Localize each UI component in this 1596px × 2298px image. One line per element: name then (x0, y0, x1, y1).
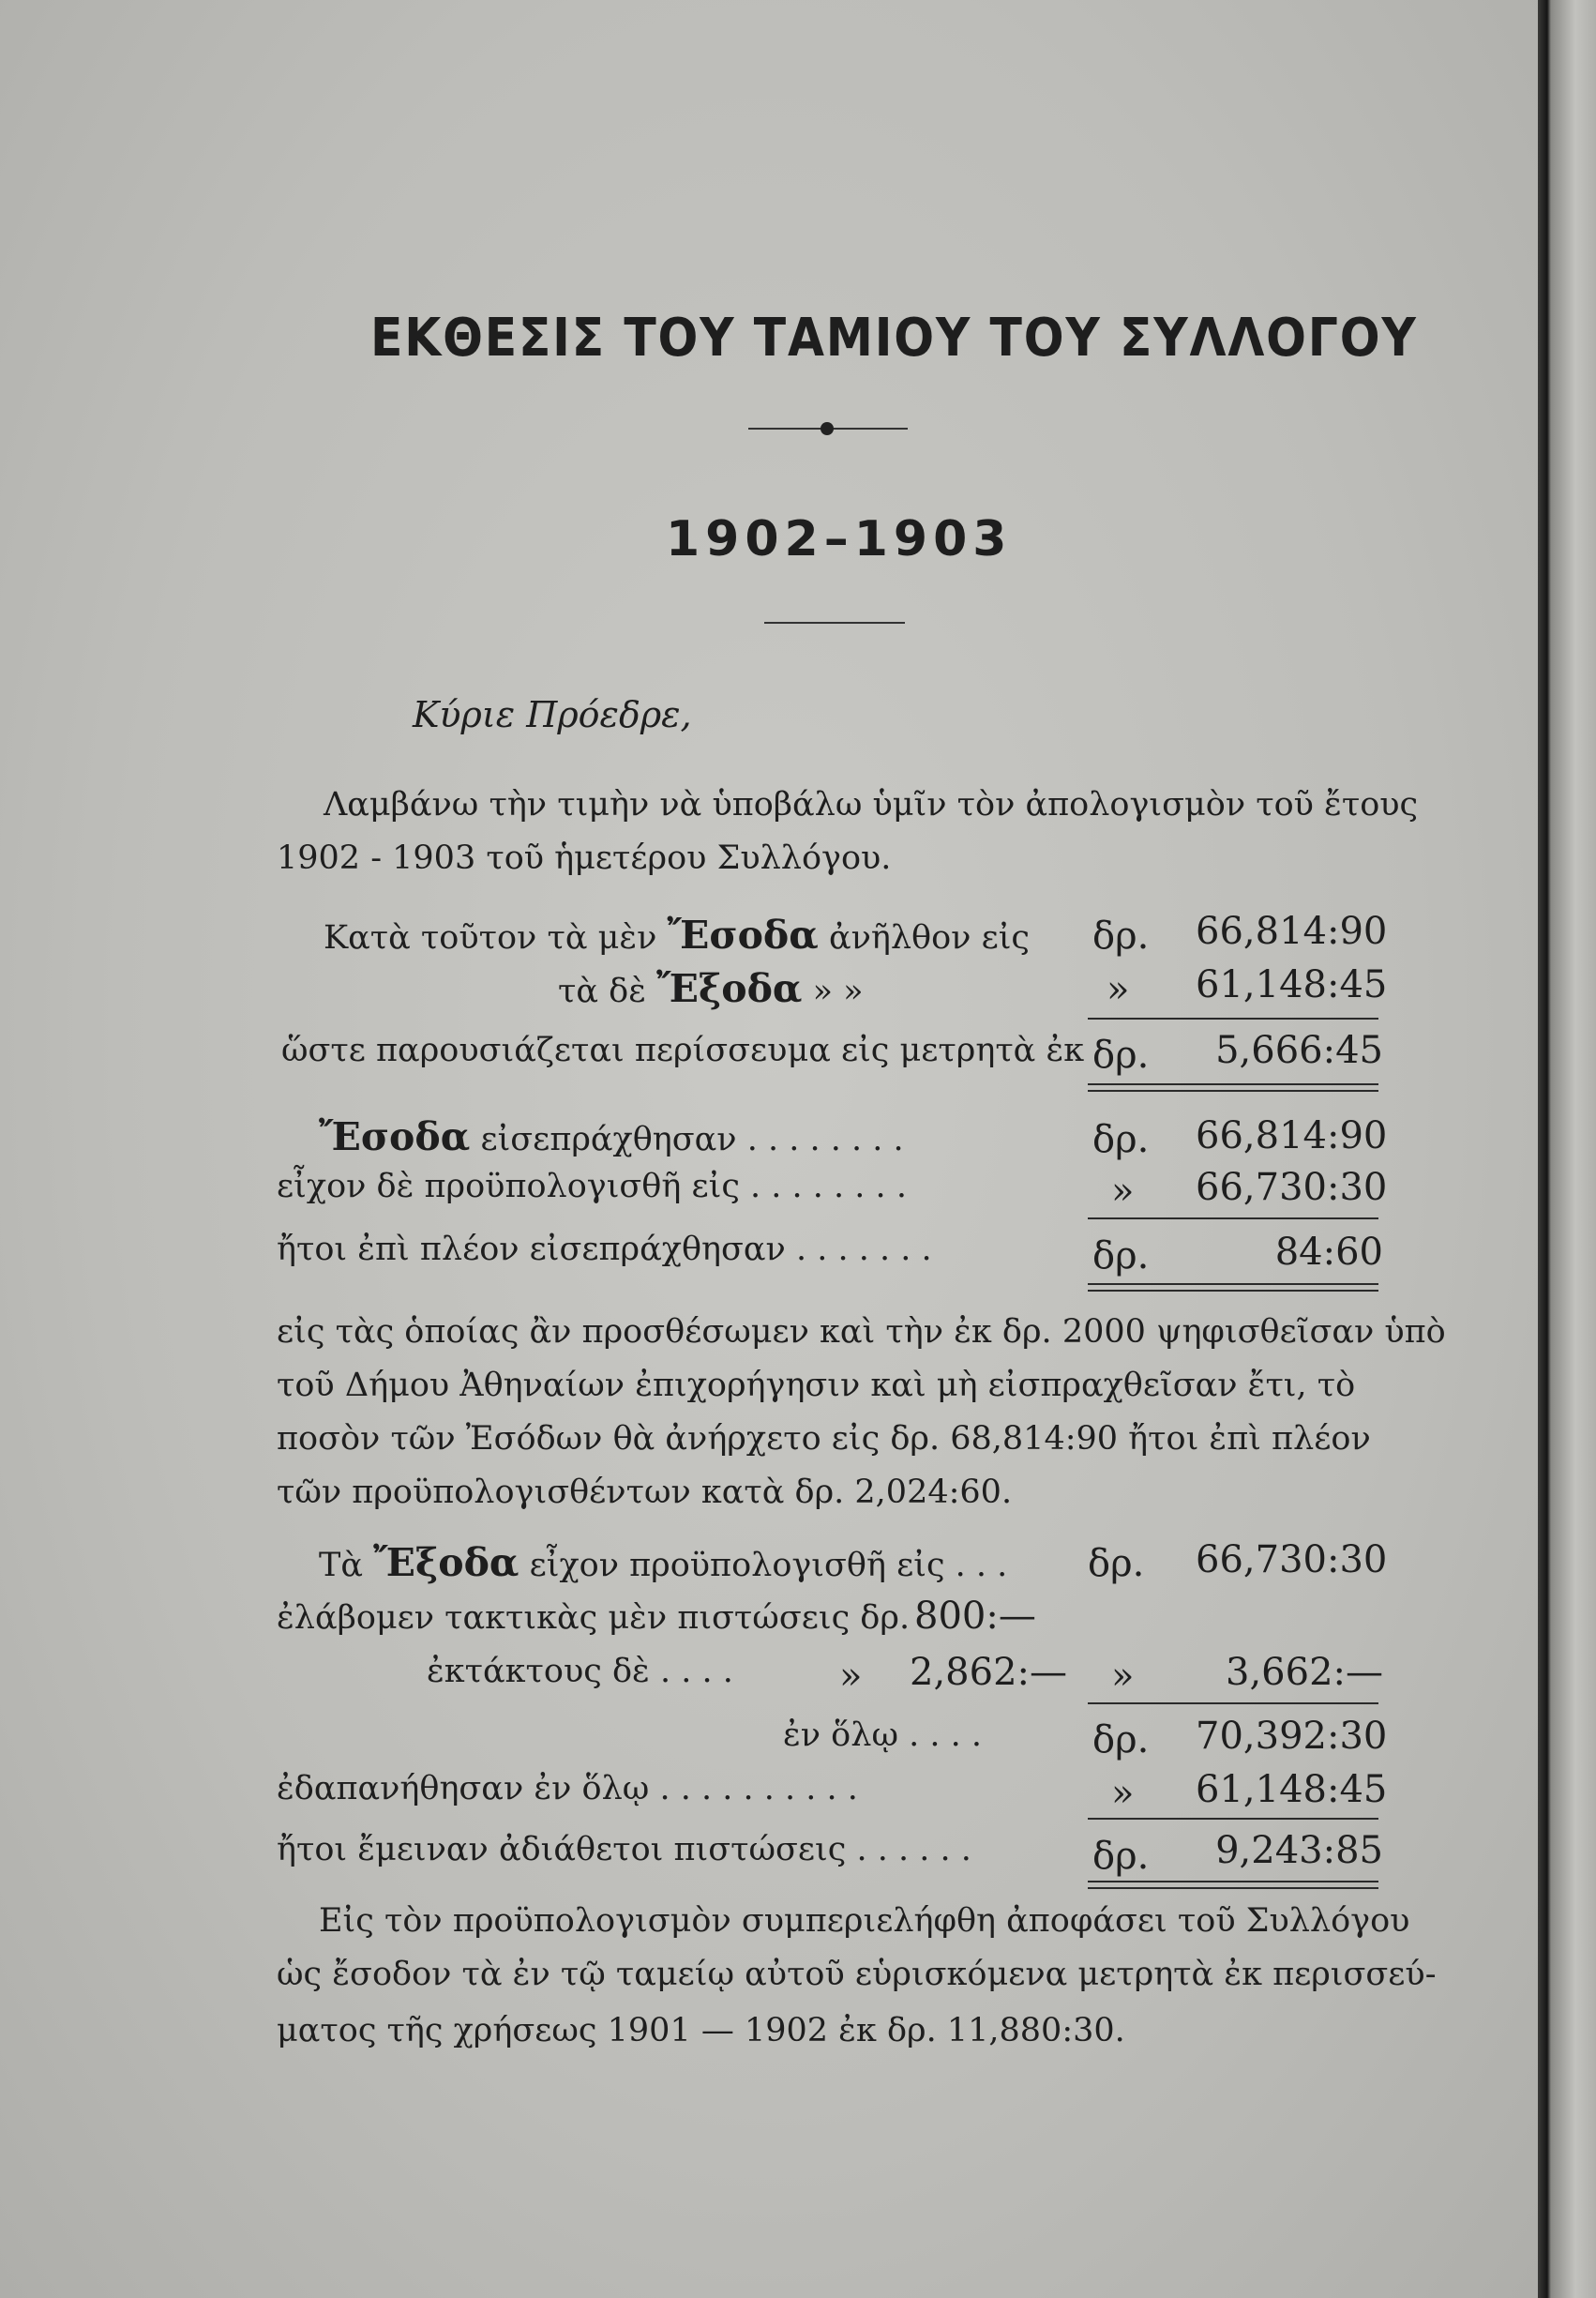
expense-row: ἐδαπανήθησαν ἐν ὅλῳ . . . . . . . . . . (277, 1770, 858, 1807)
total-double-rule (1088, 1887, 1378, 1889)
separator-rule (764, 622, 905, 624)
total-double-rule (1088, 1881, 1378, 1882)
expense-row-text: εἶχον προϋπολογισθῆ εἰς . . . (519, 1547, 1008, 1584)
summary-row (558, 966, 864, 1011)
total-double-rule (1088, 1290, 1378, 1292)
currency-unit: δρ. (1092, 1835, 1150, 1878)
currency-unit: » (1107, 968, 1130, 1011)
paragraph-line: τοῦ Δήμου Ἀθηναίων ἐπιχορήγησιν καὶ μὴ εἰσπραχθεῖσαν ἔτι, τὸ (277, 1367, 1356, 1404)
paragraph-line: ὡς ἔσοδον τὰ ἐν τῷ ταμείῳ αὐτοῦ εὑρισκόμενα μετρητὰ ἐκ περισσεύ- (277, 1956, 1437, 1993)
expense-row: ἐν ὅλῳ . . . . (783, 1716, 982, 1754)
sum-rule (1088, 1217, 1378, 1219)
expense-amount: 3,662:— (1226, 1651, 1383, 1694)
summary-row-text: Κατὰ τοῦτον τὰ μὲν (324, 919, 668, 957)
summary-amount: 5,666:45 (1215, 1029, 1383, 1072)
sum-rule (1088, 1702, 1378, 1704)
income-label: Ἔσοδα (319, 1114, 471, 1159)
expense-amount: 800:— (914, 1595, 1036, 1638)
income-label: Ἔσοδα (667, 913, 819, 958)
summary-row-text: » » (802, 973, 864, 1010)
paragraph-line: ποσὸν τῶν Ἐσόδων θὰ ἀνήρχετο εἰς δρ. 68,814:90 ἤτοι ἐπὶ πλέον (277, 1420, 1371, 1458)
summary-row-text: ἀνῆλθον εἰς (818, 919, 1031, 957)
summary-amount: 61,148:45 (1196, 963, 1388, 1006)
expense-amount: 2,862:— (910, 1651, 1067, 1694)
intro-line: Λαμβάνω τὴν τιμὴν νὰ ὑποβάλω ὑμῖν τὸν ἀπολογισμὸν τοῦ ἔτους (324, 786, 1419, 824)
currency-unit: δρ. (1088, 1542, 1145, 1585)
intro-line: 1902 - 1903 τοῦ ἡμετέρου Συλλόγου. (277, 839, 892, 877)
expense-row (319, 1540, 1007, 1585)
summary-row (324, 913, 1030, 958)
expense-row-text: Τὰ (319, 1547, 374, 1584)
income-amount: 84:60 (1274, 1231, 1383, 1274)
salutation: Κύριε Πρόεδρε, (413, 694, 692, 735)
currency-unit: δρ. (1092, 915, 1150, 958)
summary-amount: 66,814:90 (1196, 910, 1388, 953)
document-title: ΕΚΘΕΣΙΣ ΤΟΥ ΤΑΜΙΟΥ ΤΟΥ ΣΥΛΛΟΓΟΥ (370, 308, 1418, 369)
paragraph-line: Εἰς τὸν προϋπολογισμὸν συμπεριελήφθη ἀποφάσει τοῦ Συλλόγου (319, 1902, 1410, 1940)
expense-row: ἐκτάκτους δὲ . . . . (427, 1653, 733, 1690)
paragraph-line: εἰς τὰς ὁποίας ἂν προσθέσωμεν καὶ τὴν ἐκ δρ. 2000 ψηφισθεῖσαν ὑπὸ (277, 1313, 1446, 1351)
income-row (319, 1114, 904, 1159)
currency-unit: » (1111, 1170, 1135, 1213)
currency-unit: » (839, 1655, 863, 1698)
currency-unit: » (1111, 1772, 1135, 1815)
currency-unit: δρ. (1092, 1034, 1150, 1077)
currency-unit: » (1111, 1655, 1135, 1698)
income-amount: 66,730:30 (1196, 1166, 1388, 1209)
sum-rule (1088, 1018, 1378, 1020)
ornament-dot (821, 422, 834, 435)
total-double-rule (1088, 1090, 1378, 1092)
total-double-rule (1088, 1083, 1378, 1085)
currency-unit: δρ. (1092, 1118, 1150, 1161)
paragraph-line: τῶν προϋπολογισθέντων κατὰ δρ. 2,024:60. (277, 1474, 1013, 1511)
page-binding-edge (1538, 0, 1596, 2298)
expense-row: ἤτοι ἔμειναν ἀδιάθετοι πιστώσεις . . . . . . (277, 1831, 971, 1868)
expense-amount: 66,730:30 (1196, 1538, 1388, 1581)
income-row: εἶχον δὲ προϋπολογισθῆ εἰς . . . . . . . . (277, 1168, 907, 1205)
expense-label: Ἔξοδα (373, 1540, 519, 1585)
income-row: ἤτοι ἐπὶ πλέον εἰσεπράχθησαν . . . . . . . (277, 1231, 932, 1268)
expense-amount: 9,243:85 (1215, 1829, 1383, 1872)
summary-row-text: τὰ δὲ (558, 973, 657, 1010)
currency-unit: δρ. (1092, 1718, 1150, 1761)
total-double-rule (1088, 1283, 1378, 1285)
income-amount: 66,814:90 (1196, 1114, 1388, 1157)
expense-amount: 61,148:45 (1196, 1768, 1388, 1811)
summary-row: ὥστε παρουσιάζεται περίσσευμα εἰς μετρητὰ ἐκ (281, 1032, 1085, 1069)
expense-label: Ἔξοδα (656, 966, 803, 1011)
income-row-text: εἰσεπράχθησαν . . . . . . . . (470, 1121, 904, 1158)
currency-unit: δρ. (1092, 1234, 1150, 1278)
report-years: 1902–1903 (666, 511, 1013, 567)
expense-amount: 70,392:30 (1196, 1715, 1388, 1758)
expense-row: ἐλάβομεν τακτικὰς μὲν πιστώσεις δρ. (277, 1599, 911, 1637)
sum-rule (1088, 1818, 1378, 1820)
paragraph-line: ματος τῆς χρήσεως 1901 — 1902 ἐκ δρ. 11,880:30. (277, 2012, 1125, 2049)
